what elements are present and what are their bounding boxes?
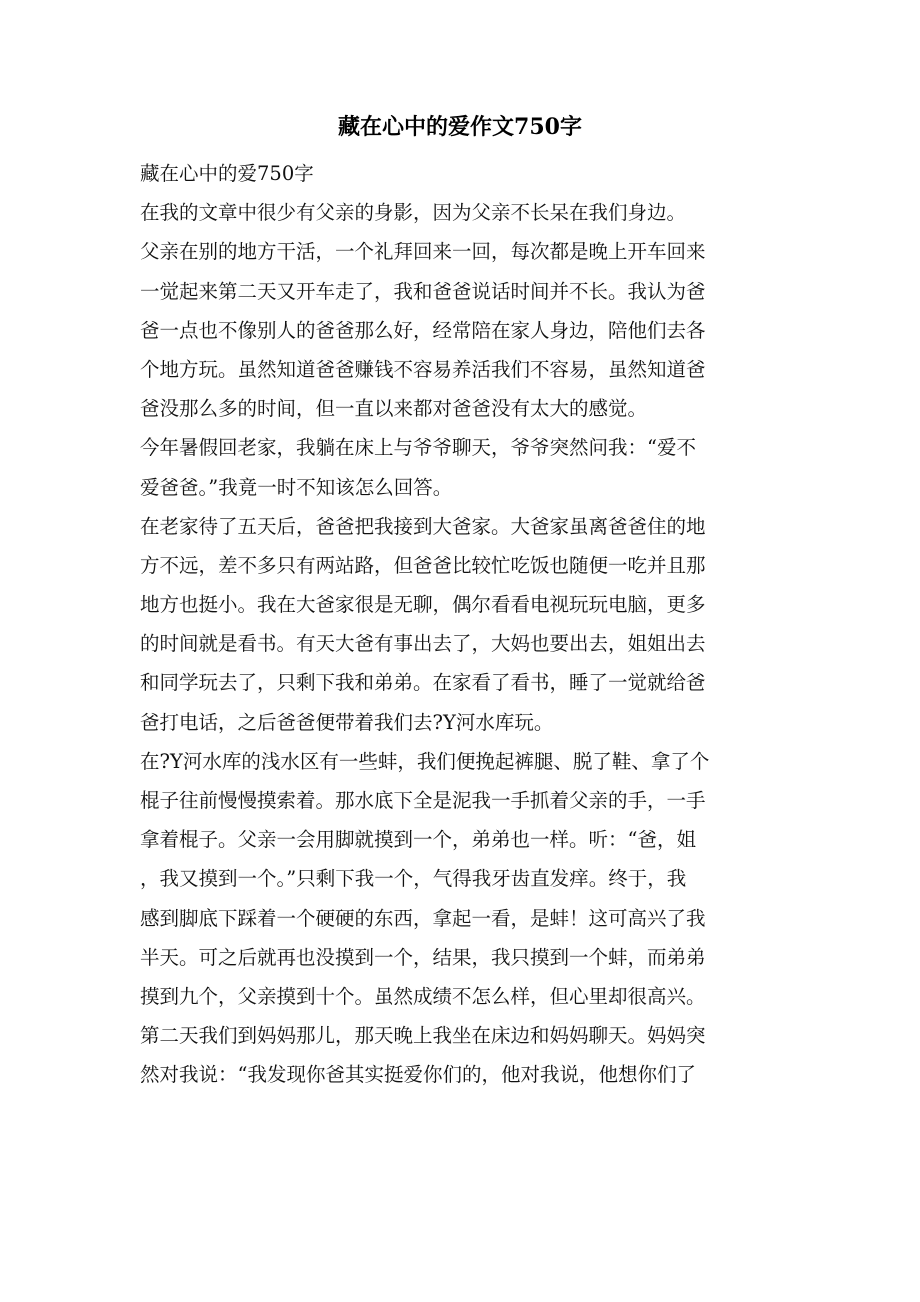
text-line: 父亲在别的地方干活，一个礼拜回来一回，每次都是晚上开车回来 bbox=[140, 240, 706, 264]
text-line: 摸到九个，父亲摸到十个。虽然成绩不怎么样，但心里却很高兴。 bbox=[140, 984, 706, 1008]
text-line: 棍子往前慢慢摸索着。那水底下全是泥我一手抓着父亲的手，一手 bbox=[140, 789, 706, 812]
text-line: 感到脚底下踩着一个硬硬的东西，拿起一看，是蚌！这可高兴了我 bbox=[140, 906, 706, 930]
text-line: 第二天我们到妈妈那儿，那天晚上我坐在床边和妈妈聊天。妈妈突 bbox=[140, 1024, 706, 1048]
text-line: 爸没那么多的时间，但一直以来都对爸爸没有太大的感觉。 bbox=[140, 397, 648, 421]
text-line: 在老家待了五天后，爸爸把我接到大爸家。大爸家虽离爸爸住的地 bbox=[140, 514, 706, 538]
text-line: 在我的文章中很少有父亲的身影，因为父亲不长呆在我们身边。 bbox=[140, 201, 687, 225]
document-title: 藏在心中的爱作文750字 bbox=[338, 114, 582, 140]
text-line: 方不远，差不多只有两站路，但爸爸比较忙吃饭也随便一吃并且那 bbox=[140, 553, 706, 577]
text-line: 今年暑假回老家，我躺在床上与爷爷聊天，爷爷突然问我：“爱不 bbox=[140, 436, 696, 460]
text-line: 在?Y河水库的浅水区有一些蚌，我们便挽起裤腿、脱了鞋、拿了个 bbox=[140, 749, 710, 773]
text-line: 个地方玩。虽然知道爸爸赚钱不容易养活我们不容易，虽然知道爸 bbox=[140, 357, 706, 381]
text-line: 半天。可之后就再也没摸到一个，结果，我只摸到一个蚌，而弟弟 bbox=[140, 945, 706, 969]
text-line: 爸打电话，之后爸爸便带着我们去?Y河水库玩。 bbox=[140, 710, 554, 734]
text-line: 拿着棍子。父亲一会用脚就摸到一个，弟弟也一样。听：“爸，姐 bbox=[140, 828, 696, 852]
text-line: 和同学玩去了，只剩下我和弟弟。在家看了看书，睡了一觉就给爸 bbox=[140, 671, 706, 695]
text-line: 然对我说：“我发现你爸其实挺爱你们的，他对我说，他想你们了 bbox=[140, 1063, 696, 1087]
text-line: 一觉起来第二天又开车走了，我和爸爸说话时间并不长。我认为爸 bbox=[140, 279, 706, 303]
text-line: 藏在心中的爱750字 bbox=[140, 162, 314, 185]
text-line: 爸一点也不像别人的爸爸那么好，经常陪在家人身边，陪他们去各 bbox=[140, 318, 706, 342]
document-body bbox=[140, 154, 780, 1095]
text-line: ，我又摸到一个。”只剩下我一个，气得我牙齿直发痒。终于，我 bbox=[140, 867, 687, 891]
text-line: 爱爸爸。”我竟一时不知该怎么回答。 bbox=[140, 475, 453, 499]
text-line: 地方也挺小。我在大爸家很是无聊，偶尔看看电视玩玩电脑，更多 bbox=[140, 593, 706, 617]
text-line: 的时间就是看书。有天大爸有事出去了，大妈也要出去，姐姐出去 bbox=[140, 632, 706, 656]
